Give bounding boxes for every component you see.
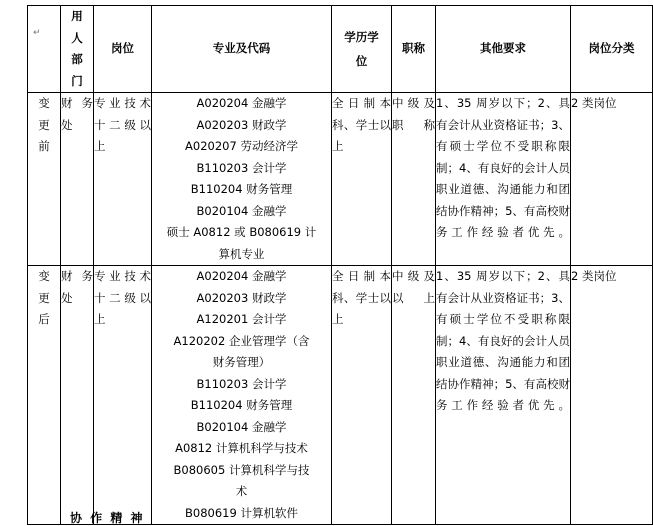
major-item: B110203 会计学	[196, 160, 287, 175]
major-item: 术	[235, 484, 248, 498]
paragraph-mark: ↵	[33, 28, 41, 38]
major-item: A0812 计算机科学与技术	[175, 441, 308, 455]
major-item: B080605 计算机科学与技	[173, 462, 310, 477]
header-title: 职称	[392, 6, 436, 93]
header-major: 专业及代码	[152, 6, 332, 93]
major-item: B020104 金融学	[196, 203, 287, 218]
major-item: B110204 财务管理	[190, 398, 293, 412]
major-item: A120201 会计学	[196, 312, 287, 326]
before-edu: 全日制本科、学士以上	[332, 93, 392, 266]
before-title: 中级及职称	[392, 93, 436, 266]
header-other: 其他要求	[436, 6, 571, 93]
header-post: 岗位	[94, 6, 152, 93]
after-majors	[152, 266, 332, 525]
header-blank	[28, 6, 61, 93]
after-post: 专业技术十二级以上	[94, 266, 152, 525]
before-label: 变 更 前	[28, 93, 61, 266]
major-item: 财务管理）	[212, 355, 271, 369]
major-item: A020203 财政学	[196, 117, 287, 132]
before-post: 专业技术十二级以上	[94, 93, 152, 266]
major-item: B080619 计算机软件	[185, 505, 298, 520]
row-before	[28, 93, 653, 266]
after-other: 1、35 周岁以下；2、具有会计从业资格证书；3、有硕士学位不受职称限制；4、有良好的会计人员职业道德、沟通能力和团结协作精神；5、有高校财务工作经验者优先。	[436, 266, 571, 525]
row-after	[28, 266, 653, 525]
major-item: A020207 劳动经济学	[185, 139, 298, 153]
after-dept: 财务处	[61, 266, 94, 525]
after-category: 2 类岗位	[571, 266, 653, 525]
header-edu: 学历学 位	[332, 6, 392, 93]
before-other: 1、35 周岁以下；2、具有会计从业资格证书；3、有硕士学位不受职称限制；4、有良好的会计人员职业道德、沟通能力和团结协作精神；5、有高校财务工作经验者优先。	[436, 93, 571, 266]
before-category: 2 类岗位	[571, 93, 653, 266]
major-item: A020204 金融学	[196, 96, 287, 110]
major-item: 算机专业	[218, 246, 265, 261]
after-label: 变 更 后	[28, 266, 61, 525]
footer-text: 协 作 精 神	[70, 511, 145, 525]
major-item: B020104 金融学	[196, 419, 287, 434]
major-item: B110204 财务管理	[190, 182, 293, 196]
major-item: 硕士 A0812 或 B080619 计	[166, 225, 317, 239]
header-category: 岗位分类	[571, 6, 653, 93]
after-title: 中级及以上	[392, 266, 436, 525]
header-row	[28, 6, 653, 93]
major-item: A120202 企业管理学（含	[173, 333, 310, 348]
after-edu: 全日制本科、学士以上	[332, 266, 392, 525]
header-dept: 用 人 部 门	[61, 6, 94, 93]
before-majors	[152, 93, 332, 266]
major-item: A020203 财政学	[196, 290, 287, 305]
major-item: B110203 会计学	[196, 376, 287, 391]
position-change-table	[27, 5, 653, 525]
before-dept: 财务处	[61, 93, 94, 266]
major-item: A020204 金融学	[196, 269, 287, 283]
